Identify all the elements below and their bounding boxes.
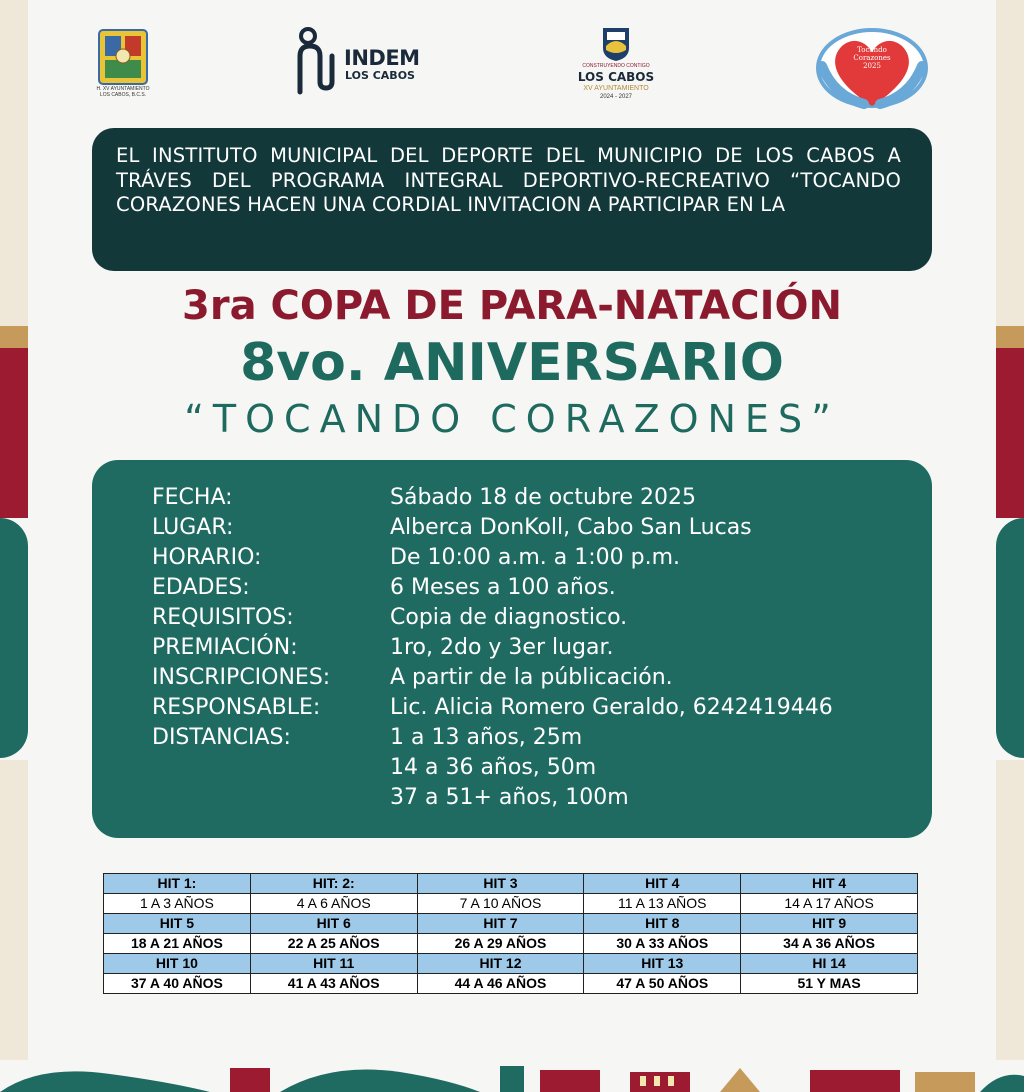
tocando-logo-line2: Corazones <box>853 54 891 62</box>
coat-of-arms-icon <box>97 28 149 86</box>
indem-icon <box>292 26 348 98</box>
hit-header: HIT 6 <box>250 914 417 934</box>
detail-value: 14 a 36 años, 50m <box>390 755 597 780</box>
table-row <box>104 974 918 994</box>
hit-ages: 51 Y MAS <box>741 974 918 994</box>
detail-value: Copia de diagnostico. <box>390 605 628 630</box>
hit-ages: 30 A 33 AÑOS <box>584 934 741 954</box>
hit-header: HIT 3 <box>417 874 584 894</box>
intro-text: EL INSTITUTO MUNICIPAL DEL DEPORTE DEL MUNICIPIO DE LOS CABOS A TRÁVES DEL PROGRAMA INTEGRAL DEPORTIVO-RECREATIVO “TOCANDO CORAZONES HACEN UNA CORDIAL INVITACION A PARTICIPAR EN LA <box>116 144 901 216</box>
ayuntamiento-caption: H. XV AYUNTAMIENTO LOS CABOS, B.C.S. <box>96 86 150 98</box>
table-row <box>104 934 918 954</box>
detail-value: 37 a 51+ años, 100m <box>390 785 629 810</box>
event-anniversary: 8vo. ANIVERSARIO <box>240 333 784 393</box>
detail-value: Sábado 18 de octubre 2025 <box>390 485 696 510</box>
hit-ages: 4 A 6 AÑOS <box>250 894 417 914</box>
los-cabos-tagline: CONSTRUYENDO CONTIGO <box>582 63 650 69</box>
hit-ages: 18 A 21 AÑOS <box>104 934 251 954</box>
hit-ages: 22 A 25 AÑOS <box>250 934 417 954</box>
detail-value: Lic. Alicia Romero Geraldo, 6242419446 <box>390 695 833 720</box>
detail-value: 1ro, 2do y 3er lugar. <box>390 635 614 660</box>
event-title: 3ra COPA DE PARA-NATACIÓN <box>182 283 842 329</box>
hit-ages: 47 A 50 AÑOS <box>584 974 741 994</box>
detail-label: INSCRIPCIONES: <box>152 665 331 690</box>
hit-ages: 7 A 10 AÑOS <box>417 894 584 914</box>
detail-value: A partir de la públicación. <box>390 665 673 690</box>
hit-ages: 34 A 36 AÑOS <box>741 934 918 954</box>
hit-ages: 37 A 40 AÑOS <box>104 974 251 994</box>
hits-table <box>103 873 918 994</box>
detail-label: FECHA: <box>152 485 233 510</box>
heart-hands-icon <box>814 26 930 114</box>
hit-header: HIT 4 <box>584 874 741 894</box>
hit-header: HIT 13 <box>584 954 741 974</box>
detail-label: PREMIACIÓN: <box>152 635 298 660</box>
details-box <box>92 460 932 838</box>
detail-value: Alberca DonKoll, Cabo San Lucas <box>390 515 752 540</box>
hit-header: HIT 5 <box>104 914 251 934</box>
hit-ages: 44 A 46 AÑOS <box>417 974 584 994</box>
tocando-logo-line3: 2025 <box>863 62 881 70</box>
hit-header: HIT 8 <box>584 914 741 934</box>
tocando-logo-line1: Tocando <box>857 46 887 54</box>
detail-label: HORARIO: <box>152 545 262 570</box>
hit-header: HIT 11 <box>250 954 417 974</box>
hit-ages: 26 A 29 AÑOS <box>417 934 584 954</box>
indem-subname: LOS CABOS <box>345 69 415 82</box>
detail-value: 1 a 13 años, 25m <box>390 725 583 750</box>
table-row <box>104 894 918 914</box>
detail-label: DISTANCIAS: <box>152 725 291 750</box>
table-row <box>104 954 918 974</box>
hit-header: HIT 12 <box>417 954 584 974</box>
hit-ages: 14 A 17 AÑOS <box>741 894 918 914</box>
hit-header: HIT 10 <box>104 954 251 974</box>
hit-header: HIT 7 <box>417 914 584 934</box>
los-cabos-ayuntamiento: XV AYUNTAMIENTO <box>583 85 649 92</box>
hit-ages: 1 A 3 AÑOS <box>104 894 251 914</box>
hit-ages: 11 A 13 AÑOS <box>584 894 741 914</box>
right-border-decoration <box>996 0 1024 1092</box>
los-cabos-years: 2024 - 2027 <box>599 94 633 100</box>
detail-value: De 10:00 a.m. a 1:00 p.m. <box>390 545 681 570</box>
hit-header: HI 14 <box>741 954 918 974</box>
detail-value: 6 Meses a 100 años. <box>390 575 616 600</box>
hit-header: HIT 4 <box>741 874 918 894</box>
detail-label: LUGAR: <box>152 515 234 540</box>
bottom-border-decoration <box>0 1060 1024 1092</box>
hit-header: HIT: 2: <box>250 874 417 894</box>
event-program-name: “TOCANDO CORAZONES” <box>184 397 840 441</box>
intro-box <box>92 128 932 271</box>
indem-logo <box>292 26 442 98</box>
los-cabos-logo <box>570 26 662 104</box>
ayuntamiento-logo <box>92 28 154 98</box>
detail-label: RESPONSABLE: <box>152 695 321 720</box>
hit-header: HIT 1: <box>104 874 251 894</box>
table-row <box>104 914 918 934</box>
los-cabos-shield-icon <box>601 26 631 62</box>
left-border-decoration <box>0 0 28 1092</box>
los-cabos-name: LOS CABOS <box>577 70 655 84</box>
indem-name: INDEM <box>344 46 420 70</box>
hit-header: HIT 9 <box>741 914 918 934</box>
hit-ages: 41 A 43 AÑOS <box>250 974 417 994</box>
detail-label: EDADES: <box>152 575 250 600</box>
detail-label: REQUISITOS: <box>152 605 294 630</box>
tocando-corazones-logo <box>814 26 930 114</box>
table-row <box>104 874 918 894</box>
